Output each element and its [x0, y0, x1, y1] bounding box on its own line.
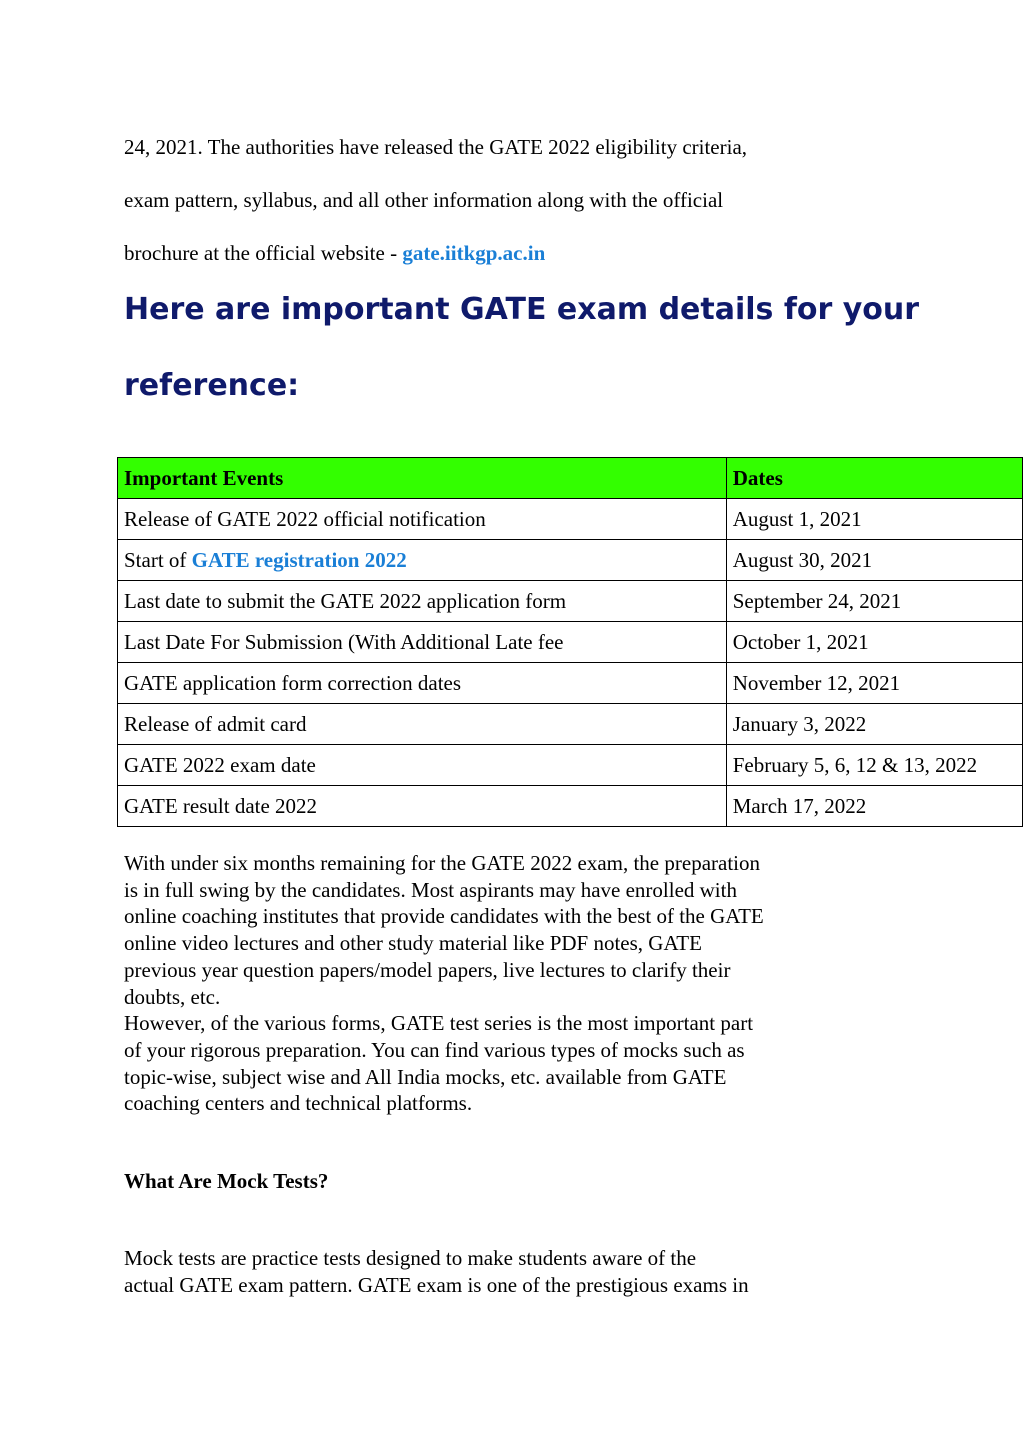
- paragraph-line: previous year question papers/model papers, live lectures to clarify their: [124, 957, 731, 982]
- official-website-link[interactable]: gate.iitkgp.ac.in: [402, 241, 546, 265]
- paragraph-line: is in full swing by the candidates. Most aspirants may have enrolled with: [124, 877, 737, 902]
- paragraph-line: topic-wise, subject wise and All India mocks, etc. available from GATE: [124, 1064, 727, 1089]
- event-cell: GATE 2022 exam date: [118, 745, 727, 786]
- subheading-mock-tests: What Are Mock Tests?: [124, 1169, 329, 1193]
- important-events-table: [117, 457, 1023, 827]
- intro-line-text: brochure at the official website -: [124, 241, 403, 265]
- event-cell: Release of admit card: [118, 704, 727, 745]
- heading-line: Here are important GATE exam details for your: [124, 292, 920, 327]
- date-cell: August 30, 2021: [726, 540, 1022, 581]
- date-cell: March 17, 2022: [726, 786, 1022, 827]
- paragraph-line: However, of the various forms, GATE test series is the most important part: [124, 1011, 754, 1036]
- event-text: Start of: [124, 547, 192, 572]
- heading-line: reference:: [124, 368, 300, 403]
- intro-line: exam pattern, syllabus, and all other information along with the official: [124, 188, 724, 212]
- paragraph-preparation: [124, 850, 904, 1117]
- paragraph-line: coaching centers and technical platforms.: [124, 1091, 473, 1116]
- paragraph-line: of your rigorous preparation. You can find various types of mocks such as: [124, 1037, 745, 1062]
- table-row: [118, 745, 1023, 786]
- table-header-row: [118, 458, 1023, 499]
- gate-registration-link[interactable]: GATE registration 2022: [191, 547, 407, 572]
- table-row: [118, 540, 1023, 581]
- date-cell: October 1, 2021: [726, 622, 1022, 663]
- event-cell: GATE result date 2022: [118, 786, 727, 827]
- event-cell: Last Date For Submission (With Additional Late fee: [118, 622, 727, 663]
- table-row: [118, 499, 1023, 540]
- column-header-dates: Dates: [726, 458, 1022, 499]
- paragraph-line: actual GATE exam pattern. GATE exam is one of the prestigious exams in: [124, 1272, 749, 1297]
- table-row: [118, 622, 1023, 663]
- date-cell: November 12, 2021: [726, 663, 1022, 704]
- intro-paragraph: [124, 121, 944, 280]
- event-cell: Last date to submit the GATE 2022 application form: [118, 581, 727, 622]
- paragraph-mock-tests: [124, 1245, 904, 1298]
- column-header-events: Important Events: [118, 458, 727, 499]
- table-row: [118, 704, 1023, 745]
- table-row: [118, 786, 1023, 827]
- paragraph-line: doubts, etc.: [124, 984, 221, 1009]
- paragraph-line: With under six months remaining for the GATE 2022 exam, the preparation: [124, 851, 760, 875]
- date-cell: August 1, 2021: [726, 499, 1022, 540]
- paragraph-line: Mock tests are practice tests designed to make students aware of the: [124, 1246, 697, 1270]
- event-cell: Release of GATE 2022 official notification: [118, 499, 727, 540]
- intro-line: 24, 2021. The authorities have released the GATE 2022 eligibility criteria,: [124, 135, 748, 159]
- date-cell: January 3, 2022: [726, 704, 1022, 745]
- date-cell: February 5, 6, 12 & 13, 2022: [726, 745, 1022, 786]
- table-row: [118, 663, 1023, 704]
- table-row: [118, 581, 1023, 622]
- event-cell: [118, 540, 727, 581]
- paragraph-line: online coaching institutes that provide candidates with the best of the GATE: [124, 904, 764, 929]
- event-cell: GATE application form correction dates: [118, 663, 727, 704]
- paragraph-line: online video lectures and other study material like PDF notes, GATE: [124, 931, 702, 956]
- section-heading: [124, 272, 1004, 424]
- date-cell: September 24, 2021: [726, 581, 1022, 622]
